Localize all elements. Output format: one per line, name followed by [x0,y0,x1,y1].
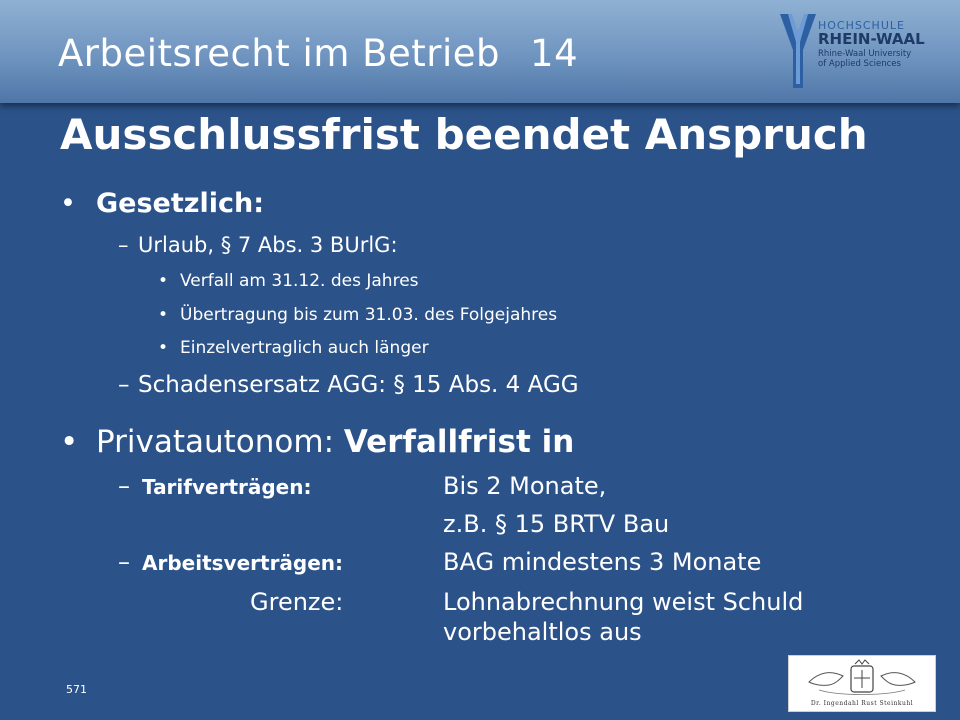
list-item [158,338,429,358]
gesetzlich-label: Gesetzlich: [96,188,265,219]
sub-bullet-dot: • [158,305,169,325]
tarif-line [118,472,311,500]
slide-title [58,32,578,75]
schadensersatz-line [118,372,579,398]
tarif-value-1: Bis 2 Monate, [443,472,607,500]
dash: – [118,372,130,398]
bullet-gesetzlich [60,188,264,219]
slide-number: 14 [530,32,579,75]
sub-bullet-dot: • [158,338,169,358]
bullet-dot: • [60,188,76,219]
sub-bullet-dot: • [158,271,169,291]
grenze-label: Grenze: [250,588,344,616]
privatautonom-bold: Verfallfrist in [343,424,575,460]
tarif-label: Tarifverträgen [142,475,304,499]
logo-text [818,20,948,68]
list-item [158,305,557,325]
coat-of-arms-icon [789,658,935,700]
logo-mark-icon [778,12,818,90]
arbeit-label: Arbeitsverträgen [142,551,336,575]
university-logo [778,12,948,90]
arbeit-colon: : [335,551,344,575]
urlaub-text: Urlaub, § 7 Abs. 3 BUrlG: [138,233,398,257]
bullet-privatautonom [60,424,574,460]
slide-subtitle: Ausschlussfrist beendet Anspruch [60,110,868,159]
title-text: Arbeitsrecht im Betrieb [58,32,501,75]
urlaub-line [118,233,398,257]
bullet-dot: • [60,424,79,460]
list-item-text: Verfall am 31.12. des Jahres [180,271,419,291]
logo-line-2: RHEIN-WAAL [818,30,925,48]
dash: – [118,233,129,257]
grenze-value-1: Lohnabrechnung weist Schuld [443,588,804,616]
logo-line-1: HOCHSCHULE [818,19,905,32]
tarif-value-2: z.B. § 15 BRTV Bau [443,510,670,538]
logo-line-3: Rhine-Waal University [818,49,912,59]
list-item-text: Übertragung bis zum 31.03. des Folgejahres [180,305,558,325]
page-number: 571 [66,683,87,696]
list-item [158,271,419,291]
arbeit-line [118,548,343,576]
slide-header [0,0,960,103]
seal-caption: Dr. Ingendahl Rust Steinkuhl [810,700,914,707]
grenze-value-2: vorbehaltlos aus [443,618,642,646]
dash: – [118,472,130,500]
dash: – [118,548,130,576]
arbeit-value: BAG mindestens 3 Monate [443,548,762,576]
privatautonom-label: Privatautonom: [96,424,344,460]
tarif-colon: : [303,475,312,499]
logo-line-4: of Applied Sciences [818,58,901,69]
list-item-text: Einzelvertraglich auch länger [180,338,429,358]
law-firm-seal [788,655,936,712]
schadensersatz-text: Schadensersatz AGG: § 15 Abs. 4 AGG [138,372,579,398]
